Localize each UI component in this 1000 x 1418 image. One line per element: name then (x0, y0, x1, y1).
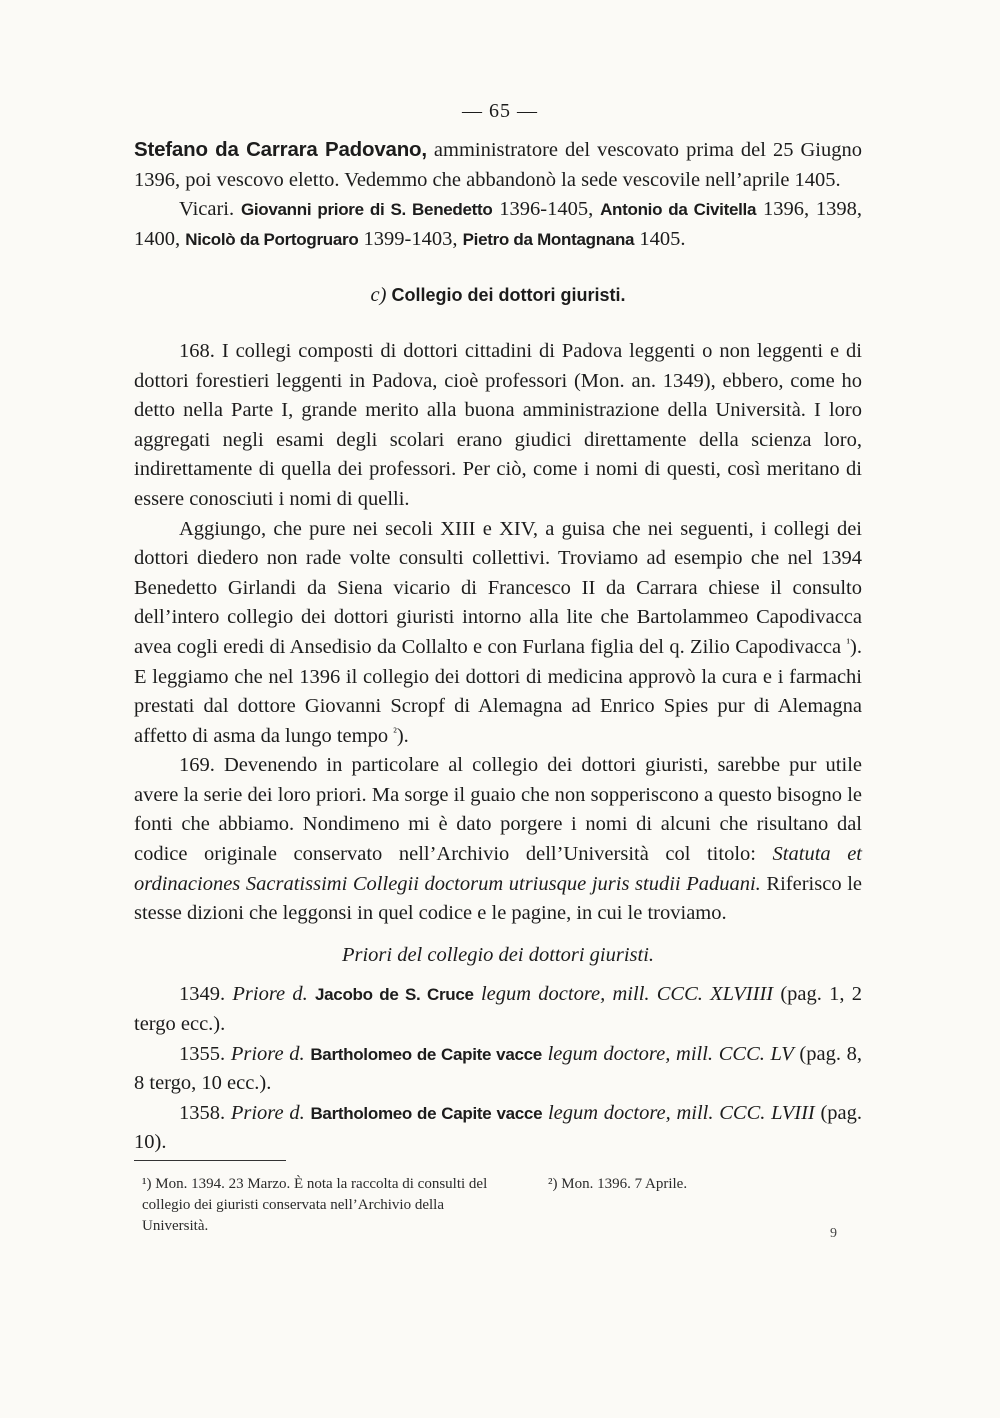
priore-year: 1358. (179, 1101, 231, 1124)
vicari-entry (134, 195, 862, 254)
priore-entry (134, 1099, 862, 1158)
paragraph-aggiungo (134, 515, 862, 752)
bishop-entry (134, 135, 862, 195)
priore-label: Priore d. (230, 1042, 311, 1065)
priore-name: Bartholomeo de Capite vacce (310, 1103, 543, 1123)
footnote-2: ²) Mon. 1396. 7 Aprile. (548, 1176, 688, 1192)
priore-label: Priore d. (232, 983, 315, 1006)
footnote-rule (134, 1160, 286, 1161)
paragraph-text: ). E leggiamo che nel 1396 il collegio dei dottori di medicina approvò la cura e i farmachi prestati dal dottore Giovanni Scropf di Alemagna ad Enrico Spies pur di Alemagna affetto di asma da lungo tempo (134, 635, 862, 747)
priore-entry (134, 980, 862, 1039)
paragraph-169 (134, 751, 862, 929)
footnote-ref: ² (393, 724, 397, 739)
section-letter: c) (370, 284, 392, 307)
paragraph-text: Aggiungo, che pure nei secoli XIII e XIV, a guisa che nei seguenti, i collegi dei dottori diedero non rade volte consulti collettivi. Troviamo ad esempio che nel 1394 Benedetto Girlandi da Siena vicario di Francesco II da Carrara chiese il consulto dell’intero collegio dei dottori giuristi intorno alla lite che Bartolammeo Capodivacca avea cogli eredi di Ansedisio da Collalto e con Furlana figlia del q. Zilio Capodivacca (134, 517, 862, 658)
bishop-text: amministratore del vescovato prima del 25 Giugno 1396, poi vescovo eletto. Vedemmo che abbandonò la sede vescovile nell’aprile 1405. (134, 139, 862, 191)
priori-heading: Priori del collegio dei dottori giuristi. (341, 943, 655, 966)
priore-year: 1349. (179, 983, 233, 1006)
paragraph-text: ). (396, 724, 409, 747)
vicar-dates: 1405. (634, 227, 686, 250)
paragraph-168: 168. I collegi composti di dottori cittadini di Padova leggenti o non leggenti e di dottori forestieri leggenti in Padova, cioè professori (Mon. an. 1349), ebbero, come ho detto nella Parte I, grande merito alla buona amministrazione della Università. I loro aggregati negli esami degli scolari erano giudici direttamente della scienza loro, indirettamente di quella dei professori. Per ciò, come i nomi di questi, così meritano di essere conosciuti i nomi di quelli. (134, 339, 862, 510)
section-title: Collegio dei dottori giuristi. (391, 285, 626, 306)
vicar-name: Antonio da Civitella (600, 200, 757, 220)
vicar-name: Giovanni priore di S. Benedetto (240, 200, 493, 220)
page-number: — 65 — (462, 100, 538, 122)
priore-role: legum doctore, mill. CCC. XLVIIII (473, 983, 774, 1006)
vicar-dates: 1396-1405, (492, 198, 601, 221)
priore-role: legum doctore, mill. CCC. LVIII (542, 1101, 815, 1124)
vicar-dates: 1396, 1398, 1400, (134, 198, 862, 250)
priore-year: 1355. (179, 1042, 231, 1065)
paragraph-text: 169. Devenendo in particolare al collegio dei dottori giuristi, sarebbe pur utile avere la serie dei loro priori. Ma sorge il guaio che non sopperiscono a questo bisogno le fonti che abbiamo. Nondimeno mi è dato porgere i nomi di alcuni che risultano dal codice originale conservato nell’Archivio dell’Università col titolo: (134, 754, 862, 866)
vicar-dates: 1399-1403, (358, 227, 463, 250)
priore-entry (134, 1040, 862, 1099)
page-body (134, 135, 862, 1158)
priore-ref: (pag. 8, 8 tergo, 10 ecc.). (134, 1042, 862, 1095)
vicar-name: Pietro da Montagnana (462, 229, 635, 249)
footnote-1: ¹) Mon. 1394. 23 Marzo. È nota la raccolta di consulti del collegio dei giuristi conservata nell’Archivio della Università. (142, 1176, 488, 1234)
codex-title: Statuta et ordinaciones Sacratissimi Collegii doctorum utriusque juris studii Paduani. (134, 843, 862, 895)
priore-name: Bartholomeo de Capite vacce (310, 1044, 542, 1064)
vicar-name: Nicolò da Portogruaro (185, 229, 359, 249)
priore-name: Jacobo de S. Cruce (314, 985, 474, 1005)
paragraph-text: Riferisco le stesse dizioni che leggonsi in quel codice e le pagine, in cui le troviamo. (134, 872, 862, 925)
footnote-ref: ¹ (846, 635, 851, 650)
sheet-mark: 9 (830, 1226, 837, 1241)
priore-ref: (pag. 10). (134, 1101, 863, 1154)
priore-ref: (pag. 1, 2 tergo ecc.). (134, 983, 863, 1036)
bishop-name: Stefano da Carrara Padovano, (134, 138, 427, 161)
section-heading (134, 281, 862, 311)
vicari-label: Vicari. (179, 198, 241, 221)
priore-role: legum doctore, mill. CCC. LV (541, 1042, 794, 1065)
priore-label: Priore d. (230, 1101, 311, 1124)
